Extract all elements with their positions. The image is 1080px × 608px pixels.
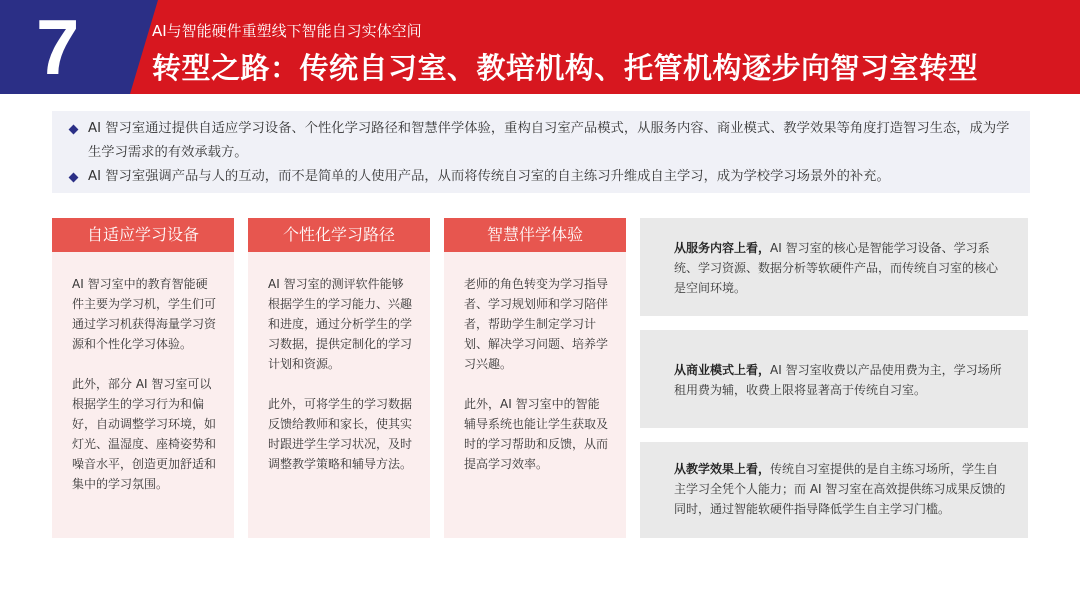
column-title: 自适应学习设备 [52, 218, 234, 252]
column-paragraph: 老师的角色转变为学习指导者、学习规划师和学习陪伴者，帮助学生制定学习计划、解决学习问题、培养学习兴趣。 [464, 277, 609, 371]
panel-service-content [640, 218, 1028, 316]
column-body [52, 252, 234, 494]
panel-text: AI 智习室收费以产品使用费为主，学习场所租用费为辅，收费上限将显著高于传统自习室。 [674, 363, 1002, 397]
column-body [248, 252, 430, 474]
header-bar [0, 0, 1080, 94]
column-body [444, 252, 626, 474]
column-paragraph: AI 智习室的测评软件能够根据学生的学习能力、兴趣和进度，通过分析学生的学习数据，提供定制化的学习计划和资源。 [268, 277, 413, 371]
intro-item [66, 165, 1016, 189]
panel-label: 从商业模式上看， [674, 363, 771, 377]
panel-teaching-effect [640, 442, 1028, 538]
panel-text: 传统自习室提供的是自主练习场所，学生自主学习全凭个人能力；而 AI 智习室在高效提供练习成果反馈的同时，通过智能软硬件指导降低学生自主学习门槛。 [674, 462, 1006, 516]
column-paragraph: 此外，可将学生的学习数据反馈给教师和家长，使其实时跟进学生学习状况，及时调整教学策略和辅导方法。 [268, 397, 413, 471]
page-subtitle: AI与智能硬件重塑线下智能自习实体空间 [152, 22, 422, 40]
column-title: 智慧伴学体验 [444, 218, 626, 252]
panel-label: 从教学效果上看， [674, 462, 771, 476]
panel-business-model [640, 330, 1028, 428]
column-paragraph: 此外，AI 智习室中的智能辅导系统也能让学生获取及时的学习帮助和反馈，从而提高学习效率。 [464, 397, 609, 471]
diamond-bullet-icon [69, 173, 79, 183]
intro-box [52, 111, 1030, 193]
column-smart-companion [444, 218, 626, 538]
intro-item [66, 117, 1016, 165]
panel-text: AI 智习室的核心是智能学习设备、学习系统、学习资源、数据分析等软硬件产品，而传统自习室的核心是空间环境。 [674, 241, 999, 295]
column-title: 个性化学习路径 [248, 218, 430, 252]
section-number: 7 [36, 3, 80, 91]
page-title: 转型之路：传统自习室、教培机构、托管机构逐步向智习室转型 [152, 51, 979, 85]
intro-text: AI 智习室通过提供自适应学习设备、个性化学习路径和智慧伴学体验，重构自习室产品模式，从服务内容、商业模式、教学效果等角度打造智习生态，成为学生学习需求的有效承载方。 [88, 121, 1010, 160]
section-number-block [0, 0, 130, 94]
diamond-bullet-icon [69, 125, 79, 135]
column-adaptive-device [52, 218, 234, 538]
column-paragraph: AI 智习室中的教育智能硬件主要为学习机，学生们可通过学习机获得海量学习资源和个性化学习体验。 [72, 277, 217, 351]
intro-text: AI 智习室强调产品与人的互动，而不是简单的人使用产品，从而将传统自习室的自主练习升维成自主学习，成为学校学习场景外的补充。 [88, 169, 890, 184]
column-paragraph: 此外，部分 AI 智习室可以根据学生的学习行为和偏好，自动调整学习环境，如灯光、温湿度、座椅姿势和噪音水平，创造更加舒适和集中的学习氛围。 [72, 377, 217, 491]
panel-label: 从服务内容上看， [674, 241, 771, 255]
column-personalized-path [248, 218, 430, 538]
